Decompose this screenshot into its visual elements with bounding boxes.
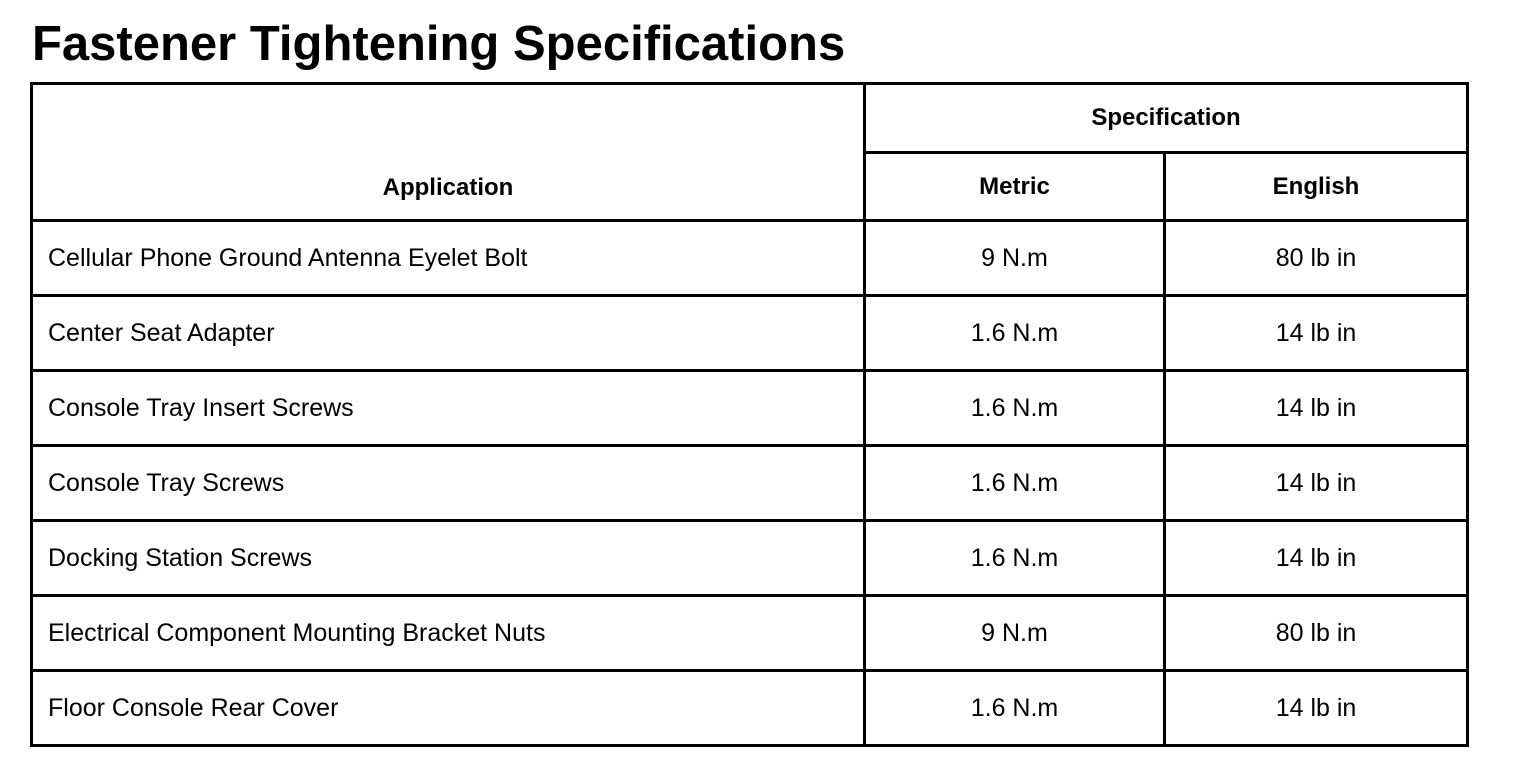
metric-cell: 1.6 N.m <box>865 371 1165 446</box>
application-cell: Center Seat Adapter <box>32 296 865 371</box>
table-body <box>32 221 1468 746</box>
table-row <box>32 446 1468 521</box>
metric-cell: 1.6 N.m <box>865 446 1165 521</box>
metric-cell: 1.6 N.m <box>865 296 1165 371</box>
table-row <box>32 596 1468 671</box>
table-row <box>32 521 1468 596</box>
english-cell: 80 lb in <box>1165 596 1468 671</box>
english-cell: 14 lb in <box>1165 446 1468 521</box>
metric-cell: 1.6 N.m <box>865 671 1165 746</box>
metric-cell: 9 N.m <box>865 221 1165 296</box>
english-cell: 14 lb in <box>1165 671 1468 746</box>
english-cell: 14 lb in <box>1165 296 1468 371</box>
header-metric: Metric <box>865 153 1165 221</box>
english-cell: 80 lb in <box>1165 221 1468 296</box>
header-english: English <box>1165 153 1468 221</box>
table-header <box>32 84 1468 221</box>
application-cell: Docking Station Screws <box>32 521 865 596</box>
table-row <box>32 671 1468 746</box>
table-row <box>32 371 1468 446</box>
page-title: Fastener Tightening Specifications <box>32 17 846 71</box>
english-cell: 14 lb in <box>1165 371 1468 446</box>
header-specification: Specification <box>865 84 1468 153</box>
application-cell: Console Tray Screws <box>32 446 865 521</box>
metric-cell: 1.6 N.m <box>865 521 1165 596</box>
application-cell: Electrical Component Mounting Bracket Nuts <box>32 596 865 671</box>
application-cell: Console Tray Insert Screws <box>32 371 865 446</box>
table-row <box>32 221 1468 296</box>
application-cell: Cellular Phone Ground Antenna Eyelet Bolt <box>32 221 865 296</box>
fastener-spec-table <box>30 82 1469 747</box>
header-application: Application <box>32 84 865 221</box>
table-row <box>32 296 1468 371</box>
header-row-top <box>32 84 1468 153</box>
application-cell: Floor Console Rear Cover <box>32 671 865 746</box>
metric-cell: 9 N.m <box>865 596 1165 671</box>
english-cell: 14 lb in <box>1165 521 1468 596</box>
